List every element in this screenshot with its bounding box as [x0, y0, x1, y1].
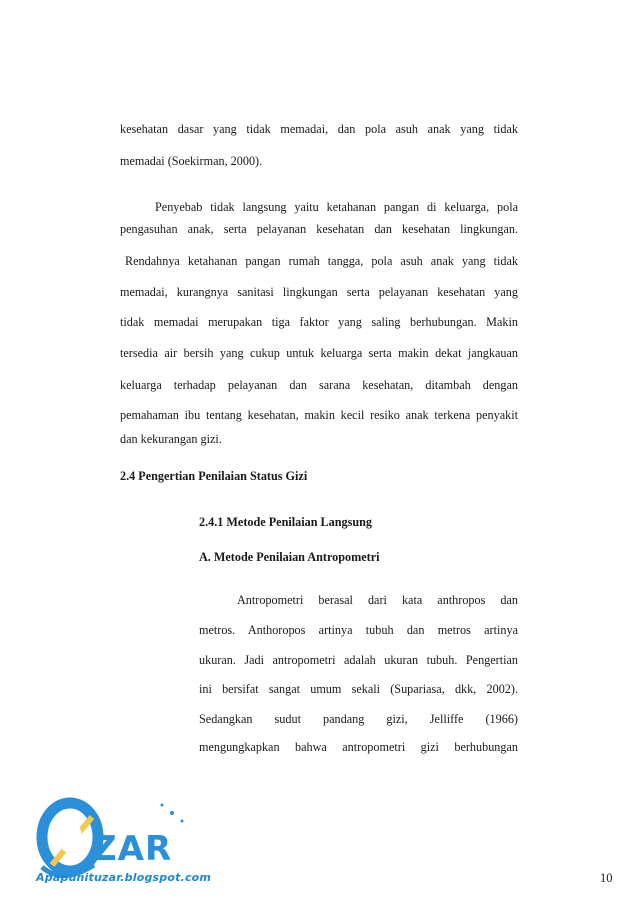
- paragraph-line: tersedia air bersih yang cukup untuk keluarga serta makin dekat jangkauan: [120, 346, 518, 360]
- subsection-heading: 2.4.1 Metode Penilaian Langsung: [199, 515, 373, 529]
- logo-wordmark: ZAR: [92, 829, 173, 869]
- subsection-paragraph-line: Antropometri berasal dari kata anthropos dan: [237, 593, 518, 607]
- paragraph-line: memadai, kurangnya sanitasi lingkungan serta pelayanan kesehatan yang: [120, 285, 518, 299]
- subsection-paragraph-line: mengungkapkan bahwa antropometri gizi berhubungan: [199, 740, 518, 754]
- paragraph-line: dan kekurangan gizi.: [120, 432, 222, 446]
- subsection-paragraph-line: ini bersifat sangat umum sekali (Supariasa, dkk, 2002).: [199, 682, 518, 696]
- paragraph-line: Rendahnya ketahanan pangan rumah tangga, pola asuh anak yang tidak: [125, 254, 518, 268]
- subsection-paragraph-line: ukuran. Jadi antropometri adalah ukuran tubuh. Pengertian: [199, 653, 518, 667]
- subsection-paragraph-line: Sedangkan sudut pandang gizi, Jelliffe (1966): [199, 712, 518, 726]
- paragraph-line: pengasuhan anak, serta pelayanan kesehatan dan kesehatan lingkungan.: [120, 222, 518, 236]
- logo-url-text: Apapunituzar.blogspot.com: [36, 871, 212, 884]
- page-number: 10: [600, 871, 613, 885]
- paragraph-line: tidak memadai merupakan tiga faktor yang saling berhubungan. Makin: [120, 315, 518, 329]
- paragraph-line: pemahaman ibu tentang kesehatan, makin kecil resiko anak terkena penyakit: [120, 408, 518, 422]
- paragraph-line: memadai (Soekirman, 2000).: [120, 154, 263, 168]
- paragraph-line: kesehatan dasar yang tidak memadai, dan pola asuh anak yang tidak: [120, 122, 518, 136]
- section-heading: 2.4 Pengertian Penilaian Status Gizi: [120, 469, 308, 483]
- subsection-paragraph-line: metros. Anthoropos artinya tubuh dan metros artinya: [199, 623, 518, 637]
- subsubsection-heading: A. Metode Penilaian Antropometri: [199, 550, 380, 564]
- paragraph-line: Penyebab tidak langsung yaitu ketahanan pangan di keluarga, pola: [155, 200, 518, 214]
- paragraph-line: keluarga terhadap pelayanan dan sarana kesehatan, ditambah dengan: [120, 378, 518, 392]
